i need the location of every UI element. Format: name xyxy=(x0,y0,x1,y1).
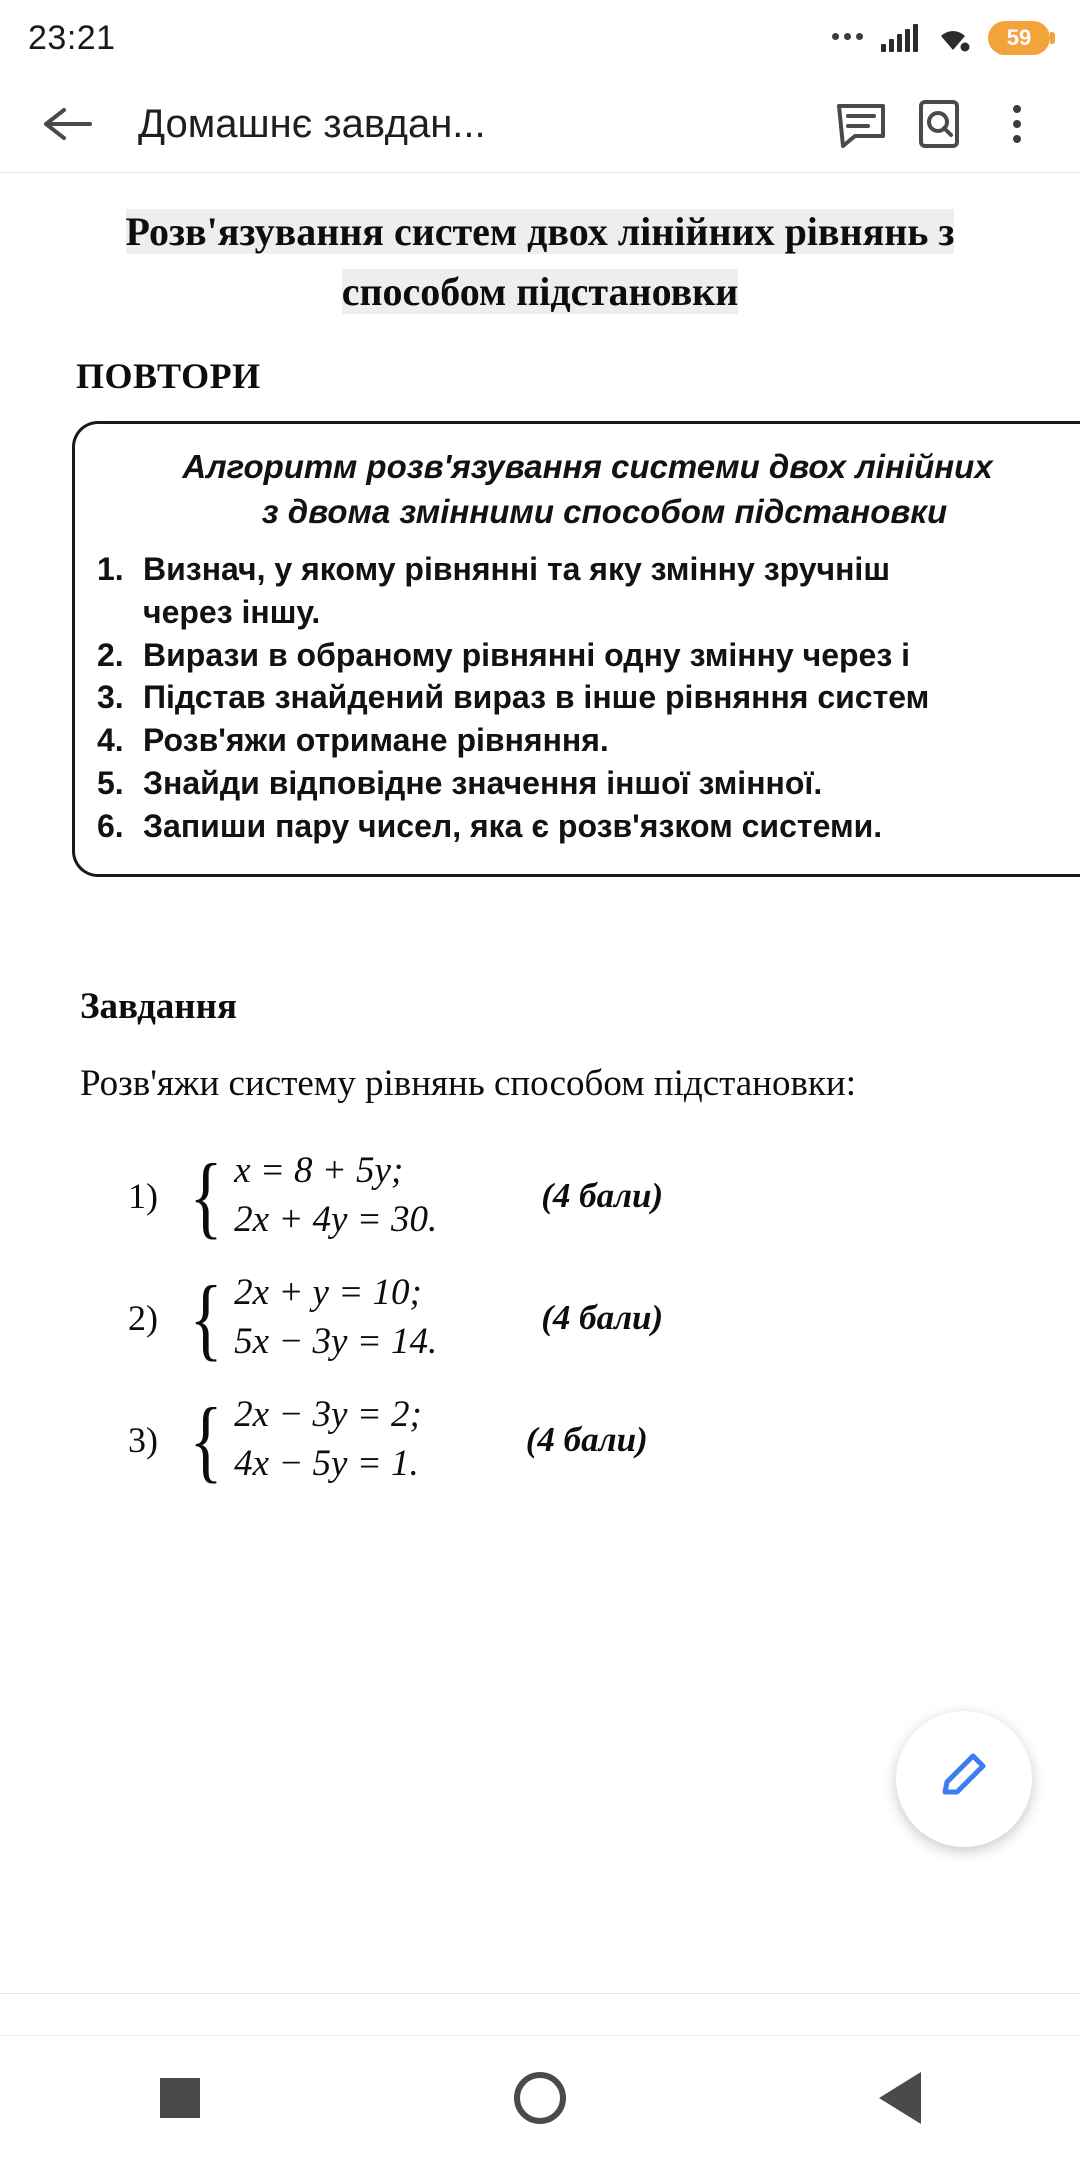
list-item xyxy=(75,762,1080,805)
status-clock: 23:21 xyxy=(28,18,116,57)
algorithm-box xyxy=(72,421,1080,877)
problem-points: (4 бали) xyxy=(541,1297,664,1337)
edit-pencil-icon xyxy=(933,1746,995,1813)
list-item xyxy=(75,719,1080,762)
battery-icon xyxy=(988,21,1050,55)
algorithm-title-line1: Алгоритм розв'язування системи двох лінійних xyxy=(182,448,993,485)
system-brace: { xyxy=(189,1266,223,1369)
step-number: 1. xyxy=(97,550,124,587)
problem-number: 1) xyxy=(128,1175,158,1216)
step-number: 5. xyxy=(97,765,124,802)
cellular-signal-icon xyxy=(881,24,918,52)
nav-divider xyxy=(0,1993,1080,1994)
problem-number: 2) xyxy=(128,1297,158,1338)
system-brace: { xyxy=(189,1388,223,1491)
problem-equations xyxy=(234,1391,422,1489)
status-bar xyxy=(0,0,1080,76)
step-text: Знайди відповідне значення іншої змінної. xyxy=(143,765,823,802)
task-heading: Завдання xyxy=(80,985,237,1027)
back-arrow-icon[interactable] xyxy=(36,92,100,156)
list-item xyxy=(75,548,1080,634)
system-nav-bar xyxy=(0,2035,1080,2160)
section-heading-povtory: ПОВТОРИ xyxy=(76,356,261,396)
wifi-icon xyxy=(936,24,970,52)
equation-line-1: 2x + y = 10; xyxy=(234,1272,422,1314)
step-number: 3. xyxy=(97,679,124,716)
system-brace: { xyxy=(189,1144,223,1247)
step-number: 2. xyxy=(97,636,124,673)
battery-percent-label: 59 xyxy=(1006,25,1032,50)
list-item xyxy=(75,805,1080,848)
list-item xyxy=(75,676,1080,719)
comment-icon[interactable] xyxy=(822,87,900,161)
page-title: Домашнє завдан... xyxy=(138,101,486,146)
problem-equations xyxy=(234,1147,437,1245)
more-dots-icon xyxy=(832,33,863,44)
step-text: Розв'яжи отримане рівняння. xyxy=(143,722,609,759)
equation-line-1: 2x − 3y = 2; xyxy=(234,1394,422,1436)
edit-fab-button[interactable] xyxy=(896,1711,1032,1847)
list-item xyxy=(75,634,1080,677)
list-item xyxy=(128,1135,1080,1257)
problem-points: (4 бали) xyxy=(541,1175,664,1215)
equation-line-1: x = 8 + 5y; xyxy=(234,1150,404,1192)
list-item xyxy=(128,1379,1080,1501)
list-item xyxy=(128,1257,1080,1379)
step-number: 4. xyxy=(97,722,124,759)
status-icons xyxy=(832,21,1050,55)
equation-line-2: 4x − 5y = 1. xyxy=(234,1442,419,1484)
step-text: Визнач, у якому рівнянні та яку змінну зручніш xyxy=(143,550,890,587)
step-number: 6. xyxy=(97,808,124,845)
app-bar xyxy=(0,76,1080,172)
problem-number: 3) xyxy=(128,1419,158,1460)
problem-equations xyxy=(234,1269,437,1367)
algorithm-steps xyxy=(75,548,1080,848)
document-view[interactable] xyxy=(0,173,1080,1993)
task-intro-text: Розв'яжи систему рівнянь способом підстановки: xyxy=(80,1062,856,1104)
step-text: Підстав знайдений вираз в інше рівняння систем xyxy=(143,679,930,716)
document-title-line1: Розв'язування систем двох лінійних рівнянь з xyxy=(125,209,955,254)
algorithm-title-line2: з двома змінними способом підстановки xyxy=(261,492,948,530)
recents-square-icon[interactable] xyxy=(120,2053,240,2143)
find-in-document-icon[interactable] xyxy=(900,87,978,161)
problem-list xyxy=(0,1135,1080,1501)
overflow-menu-icon[interactable] xyxy=(978,87,1056,161)
equation-line-2: 5x − 3y = 14. xyxy=(234,1320,438,1362)
home-circle-icon[interactable] xyxy=(480,2053,600,2143)
step-text: Запиши пару чисел, яка є розв'язком системи. xyxy=(143,808,883,845)
problem-points: (4 бали) xyxy=(525,1419,648,1459)
step-text-cont: через іншу. xyxy=(143,593,321,630)
back-triangle-icon[interactable] xyxy=(840,2053,960,2143)
equation-line-2: 2x + 4y = 30. xyxy=(234,1198,438,1240)
document-title xyxy=(0,173,1080,319)
step-text: Вирази в обраному рівнянні одну змінну через і xyxy=(143,636,911,673)
algorithm-title xyxy=(75,446,1080,534)
document-title-line2: способом підстановки xyxy=(341,269,739,314)
